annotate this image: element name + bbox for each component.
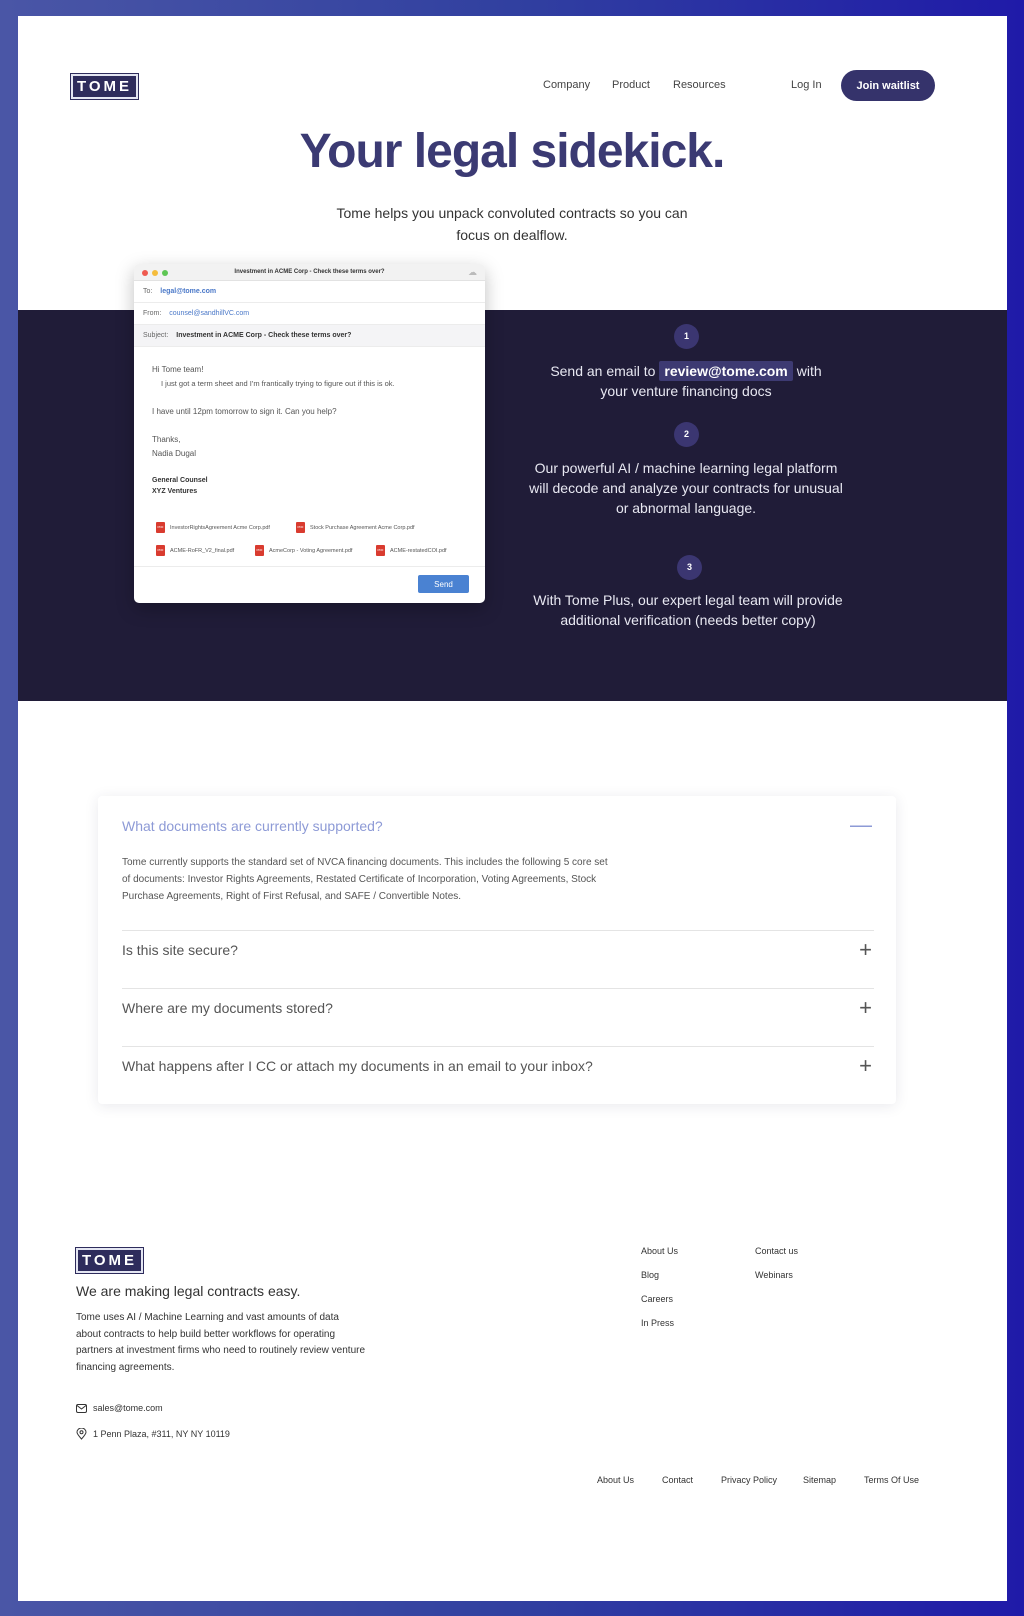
attachment-name: ACME-RoFR_V2_final.pdf [170,547,235,554]
pdf-icon: PDF [376,545,385,556]
nav-login[interactable]: Log In [791,79,822,91]
body-name: Nadia Dugal [152,449,197,458]
pdf-icon: PDF [156,522,165,533]
footer-logo[interactable]: TOME [76,1248,143,1273]
body-thanks: Thanks, [152,435,181,444]
pdf-icon: PDF [296,522,305,533]
attachment[interactable] [152,542,238,559]
expand-icon[interactable]: + [859,937,872,962]
footer-link-about-us[interactable]: About Us [641,1246,679,1256]
footer-link-careers[interactable]: Careers [641,1294,674,1304]
faq-answer-1: Tome currently supports the standard set of NVCA financing documents. This includes the following 5 core set of documents: Investor Rights Agreements, Restated Certificate of Incorporation, Voting Agreements, Stock Purchase Agreements, Right of First Refusal, and SAFE / Convertible Notes. [122,857,608,902]
footer-link-contact-us[interactable]: Contact us [755,1246,799,1256]
mail-body [134,347,485,497]
sig-title: General Counsel [152,477,208,484]
subject-value[interactable]: Investment in ACME Corp - Check these terms over? [176,332,352,339]
nav-company[interactable]: Company [543,79,591,91]
mail-window-title: Investment in ACME Corp - Check these terms over? [234,269,385,275]
from-label: From: [143,310,162,317]
attachment[interactable] [292,519,419,536]
mail-from-row [134,303,485,325]
footer-address-text: 1 Penn Plaza, #311, NY NY 10119 [93,1429,230,1439]
footer-link-in-press[interactable]: In Press [641,1318,675,1328]
attachment-name: AcmeCorp - Voting Agreement.pdf [269,547,353,554]
divider [122,988,874,989]
bottom-link-about-us[interactable]: About Us [597,1475,635,1485]
footer-address [76,1428,230,1440]
divider [122,930,874,931]
faq-question-3[interactable]: Where are my documents stored? [122,1000,333,1016]
review-email-pill[interactable]: review@tome.com [659,361,792,381]
body-line2: I have until 12pm tomorrow to sign it. Can you help? [152,407,337,416]
to-label: To: [143,288,153,295]
divider [122,1046,874,1047]
bottom-link-terms[interactable]: Terms Of Use [864,1475,920,1485]
pdf-icon: PDF [156,545,165,556]
attachment-name: Stock Purchase Agreement Acme Corp.pdf [310,524,415,531]
attachment[interactable] [152,519,274,536]
footer-email-text: sales@tome.com [93,1403,163,1413]
step-1-text: Send an email to review@tome.com with your venture financing docs [550,363,822,399]
nav-product[interactable]: Product [612,79,650,91]
footer-link-webinars[interactable]: Webinars [755,1270,793,1280]
faq-question-1[interactable]: What documents are currently supported? [122,818,383,834]
mail-icon [76,1404,87,1413]
mail-titlebar [134,264,485,281]
page [18,16,1007,1601]
bottom-link-contact[interactable]: Contact [662,1475,694,1485]
to-value[interactable]: legal@tome.com [160,288,217,295]
footer-link-blog[interactable]: Blog [641,1270,660,1280]
location-pin-icon [76,1428,87,1440]
sig-company: XYZ Ventures [152,488,198,495]
faq-accordion [98,796,896,1104]
body-greeting: Hi Tome team! [152,365,204,374]
body-line1: I just got a term sheet and I'm frantically trying to figure out if this is ok. [161,379,395,388]
from-value[interactable]: counsel@sandhillVC.com [169,310,250,317]
footer-description: Tome uses AI / Machine Learning and vast amounts of data about contracts to help build better workflows for operating partners at investment firms who need to routinely review venture financing agreements. [76,1312,366,1373]
nav-resources[interactable]: Resources [673,79,726,91]
step-3-badge: 3 [677,555,702,580]
attachment[interactable] [372,542,451,559]
subject-label: Subject: [143,332,169,339]
hero-title: Your legal sidekick. [299,125,725,178]
collapse-icon[interactable]: — [850,812,872,837]
footer-tagline: We are making legal contracts easy. [76,1283,301,1299]
expand-icon[interactable]: + [859,995,872,1020]
hero-subtitle: Tome helps you unpack convoluted contracts so you can focus on dealflow. [336,205,688,243]
pdf-icon: PDF [255,545,264,556]
join-waitlist-button[interactable]: Join waitlist [841,70,935,101]
footer-email[interactable] [76,1403,163,1413]
step-2-text: Our powerful AI / machine learning legal platform will decode and analyze your contracts for unusual or abnormal language. [529,460,843,516]
mail-subject-row [134,325,485,347]
bottom-link-privacy-policy[interactable]: Privacy Policy [721,1475,778,1485]
logo[interactable]: TOME [71,74,138,99]
step-3-text: With Tome Plus, our expert legal team will provide additional verification (needs better copy) [533,592,843,628]
attachment-name: InvestorRightsAgreement Acme Corp.pdf [170,524,270,531]
mail-to-row [134,281,485,303]
cloud-icon: ☁ [468,267,477,277]
faq-question-2[interactable]: Is this site secure? [122,942,238,958]
bottom-link-sitemap[interactable]: Sitemap [803,1475,837,1485]
email-mockup [134,264,485,603]
step-1-badge: 1 [674,324,699,349]
attachment-name: ACME-restatedCOI.pdf [390,547,447,554]
expand-icon[interactable]: + [859,1053,872,1078]
step-2-badge: 2 [674,422,699,447]
send-button[interactable]: Send [418,575,469,593]
faq-question-4[interactable]: What happens after I CC or attach my documents in an email to your inbox? [122,1058,593,1074]
attachment[interactable] [251,542,356,559]
